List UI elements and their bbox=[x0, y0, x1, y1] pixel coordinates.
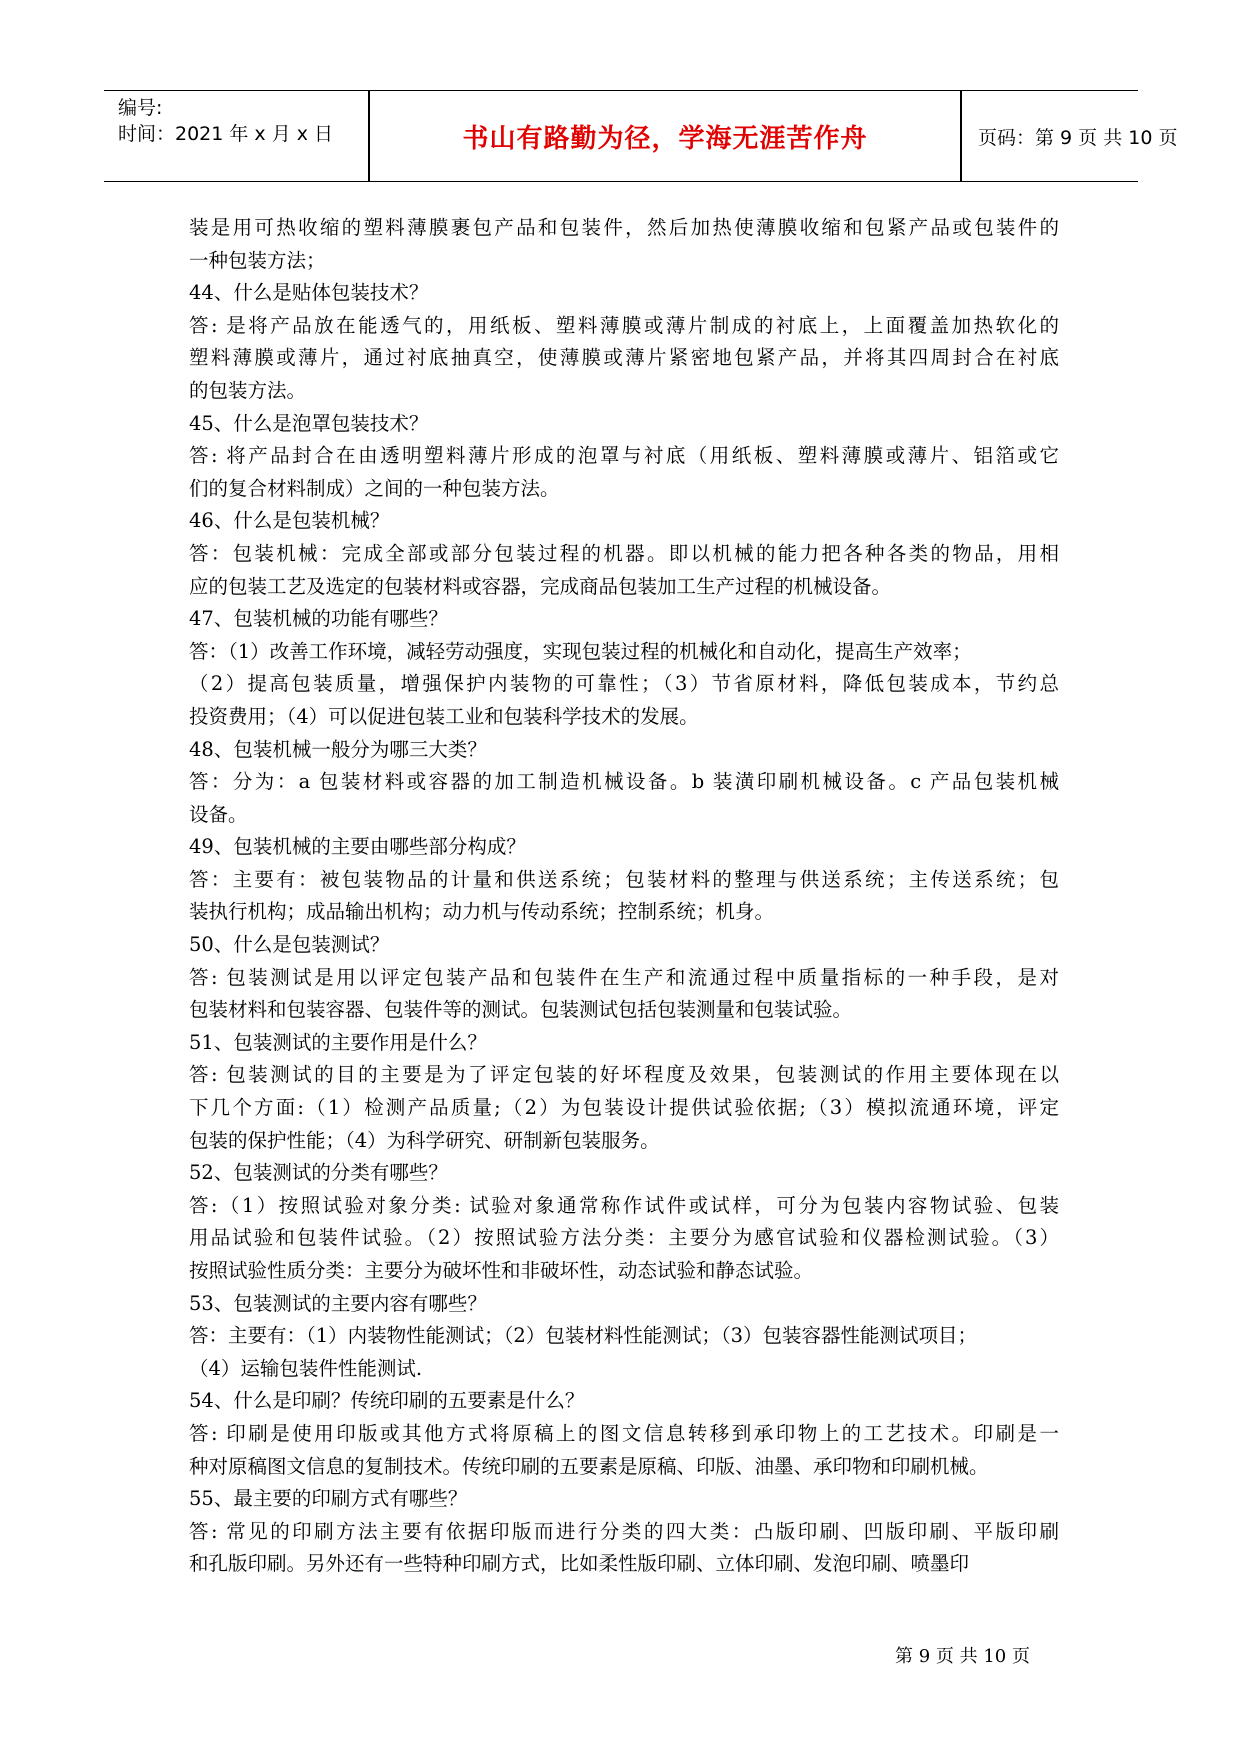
body-line: 塑料薄膜或薄片，通过衬底抽真空，使薄膜或薄片紧密地包紧产品，并将其四周封合在衬底 bbox=[189, 346, 1059, 370]
page-footer: 第 9 页 共 10 页 bbox=[895, 1646, 1030, 1667]
body-line: 一种包装方法； bbox=[189, 248, 326, 272]
body-line: 49、包装机械的主要由哪些部分构成？ bbox=[189, 835, 526, 859]
body-line: 45、什么是泡罩包装技术？ bbox=[189, 411, 429, 435]
body-line: 53、包装测试的主要内容有哪些？ bbox=[189, 1291, 487, 1315]
body-line: 48、包装机械一般分为哪三大类？ bbox=[189, 737, 487, 761]
body-line: 答: 包装测试是用以评定包装产品和包装件在生产和流通过程中质量指标的一种手段，是对 bbox=[189, 965, 1059, 989]
body-line: 答: 将产品封合在由透明塑料薄片形成的泡罩与衬底（用纸板、塑料薄膜或薄片、铝箔或它 bbox=[189, 444, 1059, 468]
body-line: 包装材料和包装容器、包装件等的测试。包装测试包括包装测量和包装试验。 bbox=[189, 998, 853, 1022]
body-line: 答: 是将产品放在能透气的，用纸板、塑料薄膜或薄片制成的衬底上，上面覆盖加热软化的 bbox=[189, 313, 1059, 337]
body-line: （4）运输包装件性能测试. bbox=[189, 1356, 423, 1380]
body-line: 装执行机构；成品输出机构；动力机与传动系统；控制系统；机身。 bbox=[189, 900, 775, 924]
body-line: 下几个方面:（1）检测产品质量;（2）为包装设计提供试验依据;（3）模拟流通环境，评定 bbox=[189, 1096, 1059, 1120]
body-line: 应的包装工艺及选定的包装材料或容器，完成商品包装加工生产过程的机械设备。 bbox=[189, 574, 892, 598]
body-line: 47、包装机械的功能有哪些？ bbox=[189, 607, 448, 631]
body-line: 答：分为：a 包装材料或容器的加工制造机械设备。b 装潢印刷机械设备。c 产品包装机械 bbox=[189, 770, 1059, 794]
body-line: 55、最主要的印刷方式有哪些？ bbox=[189, 1487, 468, 1511]
body-line: 设备。 bbox=[189, 802, 248, 826]
body-line: 51、包装测试的主要作用是什么？ bbox=[189, 1030, 487, 1054]
body-line: 答:（1）按照试验对象分类: 试验对象通常称作试件或试样，可分为包装内容物试验、包装 bbox=[189, 1193, 1059, 1217]
page-header bbox=[104, 90, 1178, 182]
document-body bbox=[189, 212, 1059, 1581]
body-line: 投资费用；（4）可以促进包装工业和包装科学技术的发展。 bbox=[189, 704, 699, 728]
body-line: 答：包装机械：完成全部或部分包装过程的机器。即以机械的能力把各种各类的物品，用相 bbox=[189, 541, 1059, 565]
document-time-label: 时间：2021 年 x 月 x 日 bbox=[118, 123, 334, 145]
document-number-label: 编号: bbox=[118, 97, 163, 119]
body-line: 答：主要有：被包装物品的计量和供送系统；包装材料的整理与供送系统；主传送系统；包 bbox=[189, 867, 1059, 891]
body-line: 44、什么是贴体包装技术？ bbox=[189, 281, 429, 305]
body-line: 包装的保护性能；（4）为科学研究、研制新包装服务。 bbox=[189, 1128, 660, 1152]
body-line: 和孔版印刷。另外还有一些特种印刷方式，比如柔性版印刷、立体印刷、发泡印刷、喷墨印 bbox=[189, 1552, 970, 1576]
header-motto: 书山有路勤为径，学海无涯苦作舟 bbox=[462, 123, 868, 154]
body-line: 答：主要有：（1）内装物性能测试；（2）包装材料性能测试；（3）包装容器性能测试项目； bbox=[189, 1324, 977, 1348]
body-line: （2）提高包装质量，增强保护内装物的可靠性；（3）节省原材料，降低包装成本，节约总 bbox=[189, 672, 1059, 696]
body-line: 按照试验性质分类：主要分为破坏性和非破坏性，动态试验和静态试验。 bbox=[189, 1259, 814, 1282]
body-line: 们的复合材料制成）之间的一种包装方法。 bbox=[189, 476, 560, 500]
body-line: 用品试验和包装件试验。（2）按照试验方法分类：主要分为感官试验和仪器检测试验。（3） bbox=[189, 1226, 1059, 1250]
body-line: 的包装方法。 bbox=[189, 378, 307, 402]
header-meta bbox=[104, 91, 368, 181]
header-page-indicator: 页码：第 9 页 共 10 页 bbox=[978, 126, 1178, 149]
body-line: 种对原稿图文信息的复制技术。传统印刷的五要素是原稿、印版、油墨、承印物和印刷机械。 bbox=[189, 1454, 989, 1478]
body-line: 54、什么是印刷？传统印刷的五要素是什么？ bbox=[189, 1389, 585, 1413]
body-line: 52、包装测试的分类有哪些？ bbox=[189, 1161, 448, 1185]
body-line: 装是用可热收缩的塑料薄膜裹包产品和包装件，然后加热使薄膜收缩和包紧产品或包装件的 bbox=[189, 216, 1059, 239]
body-line: 答: 常见的印刷方法主要有依据印版而进行分类的四大类：凸版印刷、凹版印刷、平版印刷 bbox=[189, 1519, 1059, 1543]
body-line: 46、什么是包装机械？ bbox=[189, 509, 390, 533]
body-line: 答：（1）改善工作环境，减轻劳动强度，实现包装过程的机械化和自动化，提高生产效率； bbox=[189, 639, 972, 663]
body-line: 答: 包装测试的目的主要是为了评定包装的好坏程度及效果，包装测试的作用主要体现在以 bbox=[189, 1063, 1059, 1087]
body-line: 答: 印刷是使用印版或其他方式将原稿上的图文信息转移到承印物上的工艺技术。印刷是一 bbox=[189, 1421, 1059, 1445]
body-line: 50、什么是包装测试？ bbox=[189, 933, 390, 957]
